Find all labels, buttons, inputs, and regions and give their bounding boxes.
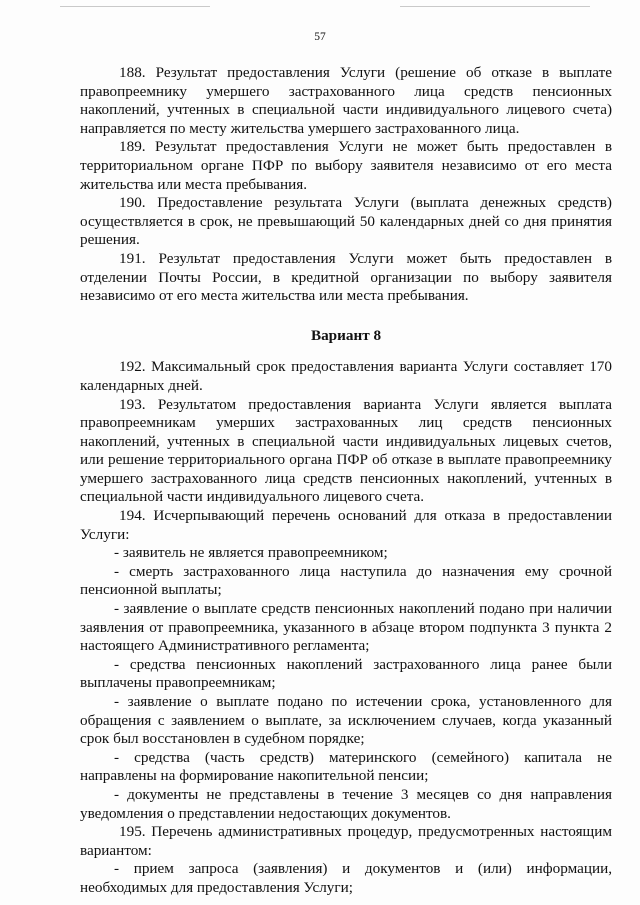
refusal-ground-item: - заявление о выплате средств пенсионных накоплений подано при наличии заявления от правопреемника, указанного в абзаце втором подпункта 3 пункта 2 настоящего Административного регламента;	[80, 600, 612, 655]
refusal-ground-item: - смерть застрахованного лица наступила до назначения ему срочной пенсионной выплаты;	[80, 562, 612, 599]
paragraph-189: 189. Результат предоставления Услуги не может быть предоставлен в территориальном органе ПФР по выбору заявителя независимо от его места жительства или места пребывания.	[80, 138, 612, 193]
page-number: 57	[314, 31, 326, 43]
refusal-ground-item: - заявление о выплате подано по истечении срока, установленного для обращения с заявлением о выплате, за исключением случаев, когда указанный срок был восстановлен в судебном порядке;	[80, 693, 612, 748]
refusal-ground-item: - средства пенсионных накоплений застрахованного лица ранее были выплачены правопреемникам;	[80, 655, 612, 692]
paragraph-191: 191. Результат предоставления Услуги может быть предоставлен в отделении Почты России, в кредитной организации по выбору заявителя независимо от его места жительства или места пребывания.	[80, 249, 612, 305]
scan-artifact-top-right	[400, 6, 590, 7]
paragraph-188: 188. Результат предоставления Услуги (решение об отказе в выплате правопреемнику умершего застрахованного лица средств пенсионных накоплений, учтенных в специальной части индивидуального лицевого счета) направляется по месту жительства умершего застрахованного лица.	[80, 64, 612, 137]
refusal-ground-item: - документы не представлены в течение 3 месяцев со дня направления уведомления о представлении недостающих документов.	[80, 785, 612, 822]
section-heading: Вариант 8	[310, 326, 382, 344]
procedure-item: - прием запроса (заявления) и документов и (или) информации, необходимых для предоставления Услуги;	[80, 860, 612, 896]
paragraph-193: 193. Результатом предоставления варианта Услуги является выплата правопреемникам умерших застрахованных лиц средств пенсионных накоплений, учтенных в специальной части индивидуальных лицевых счетов, или решение территориального органа ПФР об отказе в выплате правопреемнику умершего застрахованного лица средств пенсионных накоплений, учтенных в специальной части индивидуального лицевого счета.	[80, 395, 612, 506]
scan-artifact-top	[60, 6, 210, 7]
paragraph-195: 195. Перечень административных процедур, предусмотренных настоящим вариантом:	[80, 823, 612, 859]
refusal-ground-item: - заявитель не является правопреемником;	[114, 544, 388, 562]
paragraph-194: 194. Исчерпывающий перечень оснований для отказа в предоставлении Услуги:	[80, 507, 612, 543]
refusal-ground-item: - средства (часть средств) материнского (семейного) капитала не направлены на формирование накопительной пенсии;	[80, 748, 612, 785]
paragraph-190: 190. Предоставление результата Услуги (выплата денежных средств) осуществляется в срок, не превышающий 50 календарных дней со дня принятия решения.	[80, 194, 612, 249]
document-body	[80, 64, 612, 898]
paragraph-192: 192. Максимальный срок предоставления варианта Услуги составляет 170 календарных дней.	[80, 358, 612, 394]
